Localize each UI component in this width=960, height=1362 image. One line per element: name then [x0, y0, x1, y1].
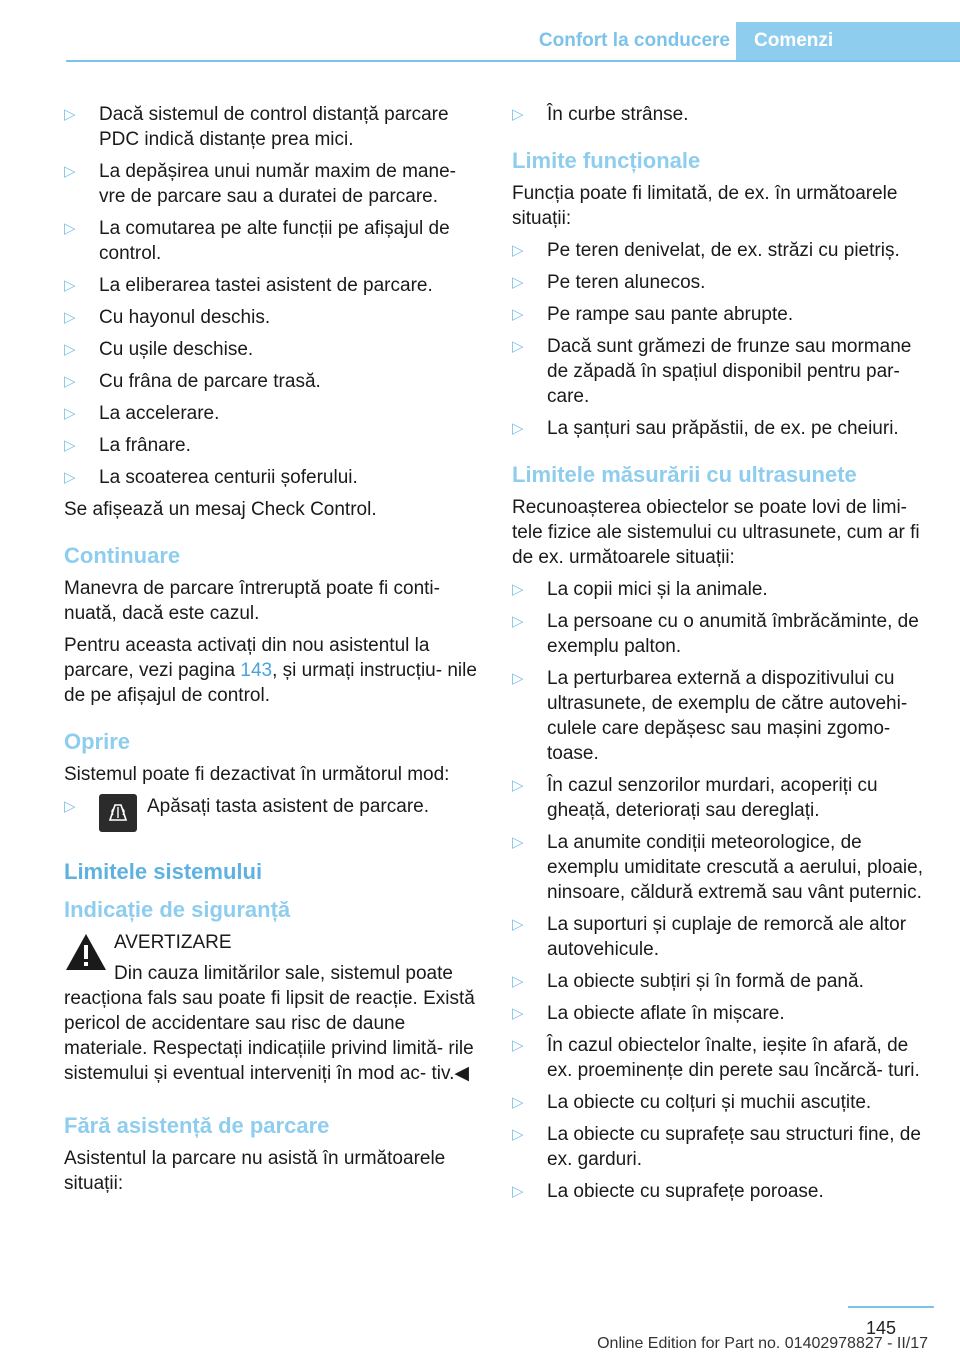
- list-item-text: La șanțuri sau prăpăstii, de ex. pe cheiuri.: [547, 418, 899, 439]
- bullet-marker: ▷: [64, 163, 76, 180]
- oprire-button-row: [64, 794, 480, 832]
- bullet-marker: ▷: [512, 306, 524, 323]
- bullet-marker: ▷: [512, 973, 524, 990]
- bullet-marker: ▷: [64, 373, 76, 390]
- list-item-text: La obiecte subțiri și în formă de pană.: [547, 971, 864, 992]
- list-item: [512, 666, 928, 766]
- continuare-text-a: Pentru aceasta activați din nou asistentul la parcare, vezi pagina: [64, 635, 430, 681]
- list-item-text: La persoane cu o anumită îmbrăcăminte, de exemplu palton.: [547, 611, 919, 657]
- limite-functionale-list: [512, 238, 928, 441]
- bullet-marker: ▷: [64, 405, 76, 422]
- list-item-text: La obiecte cu suprafețe sau structuri fine, de ex. garduri.: [547, 1124, 921, 1170]
- warning-title: AVERTIZARE: [114, 932, 232, 953]
- list-item: [64, 159, 480, 209]
- list-item-text: La accelerare.: [99, 403, 220, 424]
- heading-continuare: Continuare: [64, 543, 181, 568]
- page-link-143[interactable]: 143: [240, 660, 273, 681]
- continuare-paragraph-2: [64, 633, 480, 708]
- list-item: [64, 102, 480, 152]
- bullet-marker: ▷: [512, 1037, 524, 1054]
- bullet-marker: ▷: [64, 341, 76, 358]
- list-item: [512, 609, 928, 659]
- left-bullet-list: [64, 102, 480, 490]
- list-item: [64, 401, 480, 426]
- header-section-title: Confort la conducere: [538, 30, 730, 51]
- list-item-text: La anumite condiții meteorologice, de exemplu umiditate crescută a aerului, ploaie, ninsoare, căldură extremă sau vânt puternic.: [547, 832, 923, 903]
- list-item: [512, 238, 928, 263]
- bullet-marker: ▷: [64, 469, 76, 486]
- bullet-marker: ▷: [512, 242, 524, 259]
- list-item: [512, 830, 928, 905]
- bullet-marker: ▷: [512, 916, 524, 933]
- warning-triangle-icon: [64, 932, 108, 979]
- bullet-marker: ▷: [512, 106, 524, 123]
- bullet-marker: ▷: [512, 274, 524, 291]
- warning-block: [64, 930, 480, 1086]
- list-item-text: În cazul obiectelor înalte, ieșite în afară, de ex. proeminențe din perete sau încărcă‐ turi.: [547, 1035, 920, 1081]
- heading-limitele-sistemului: Limitele sistemului: [64, 859, 263, 884]
- bullet-marker: ▷: [512, 777, 524, 794]
- bullet-marker: ▷: [64, 106, 76, 123]
- list-item-text: Pe teren alunecos.: [547, 272, 706, 293]
- list-item-text: Dacă sunt grămezi de frunze sau mormane de zăpadă în spațiul disponibil pentru par‐ care.: [547, 336, 912, 407]
- bullet-marker: ▷: [512, 1094, 524, 1111]
- list-item: [64, 305, 480, 330]
- list-item-text: La frânare.: [99, 435, 191, 456]
- list-item-text: În curbe strânse.: [547, 104, 689, 125]
- page-number: 145: [865, 1318, 896, 1338]
- bullet-marker: ▷: [64, 220, 76, 237]
- bullet-marker: ▷: [64, 437, 76, 454]
- bullet-marker: ▷: [512, 1005, 524, 1022]
- bullet-marker: ▷: [512, 670, 524, 687]
- parking-assistant-button-icon: [99, 794, 137, 832]
- list-item: [512, 1090, 928, 1115]
- list-item: [512, 270, 928, 295]
- header-chapter-tab: Comenzi: [736, 22, 960, 62]
- list-item-text: Cu ușile deschise.: [99, 339, 254, 360]
- footer-divider: [848, 1306, 934, 1308]
- list-item: [64, 433, 480, 458]
- list-item-text: La suporturi și cuplaje de remorcă ale altor autovehicule.: [547, 914, 907, 960]
- list-item: [512, 416, 928, 441]
- bullet-marker: ▷: [512, 613, 524, 630]
- list-item: [512, 1001, 928, 1026]
- limite-functionale-paragraph: Funcția poate fi limitată, de ex. în următoarele situații:: [512, 183, 898, 229]
- list-item-text: La depășirea unui număr maxim de mane‐ vre de parcare sau a duratei de parcare.: [99, 161, 456, 207]
- left-column: [64, 102, 480, 1203]
- list-item-text: Pe rampe sau pante abrupte.: [547, 304, 794, 325]
- bullet-marker: ▷: [64, 309, 76, 326]
- list-item-text: La obiecte cu suprafețe poroase.: [547, 1181, 824, 1202]
- list-item: [512, 1122, 928, 1172]
- list-item: [64, 465, 480, 490]
- list-item-text: La perturbarea externă a dispozitivului cu ultrasunete, de exemplu de către autovehi‐ culele care depășesc sau mașini zgomo‐ toase.: [547, 668, 908, 764]
- continuare-paragraph-1: Manevra de parcare întreruptă poate fi conti‐ nuată, dacă este cazul.: [64, 578, 440, 624]
- list-item: [512, 577, 928, 602]
- bullet-marker: ▷: [64, 798, 76, 815]
- list-item: [64, 273, 480, 298]
- warning-body-text: Din cauza limitărilor sale, sistemul poate reacționa fals sau poate fi lipsit de reacție. Există pericol de accidentare sau risc de daune materiale. Respectați indicațiile privind limită‐ rile sistemului și eventual interveniți în mod ac‐ tiv.◀: [64, 963, 475, 1084]
- list-item: [64, 337, 480, 362]
- list-item-text: La obiecte aflate în mișcare.: [547, 1003, 785, 1024]
- bullet-marker: ▷: [512, 338, 524, 355]
- heading-oprire: Oprire: [64, 729, 131, 754]
- check-control-text: Se afișează un mesaj Check Control.: [64, 499, 377, 520]
- list-item: [512, 773, 928, 823]
- list-item-text: La comutarea pe alte funcții pe afișajul de control.: [99, 218, 450, 264]
- oprire-button-text: Apăsați tasta asistent de parcare.: [147, 796, 429, 817]
- fara-paragraph: Asistentul la parcare nu asistă în următoarele situații:: [64, 1148, 446, 1194]
- heading-fara-asistenta: Fără asistență de parcare: [64, 1113, 330, 1138]
- continuare-text-b: , și urmați instrucțiu‐ nile de pe afișajul de control.: [64, 660, 477, 706]
- list-item: [512, 334, 928, 409]
- heading-indicatie: Indicație de siguranță: [64, 897, 291, 922]
- list-item: [512, 912, 928, 962]
- list-item: [512, 302, 928, 327]
- bullet-marker: ▷: [512, 1183, 524, 1200]
- list-item: [512, 102, 928, 127]
- bullet-marker: ▷: [512, 834, 524, 851]
- list-item: [512, 1033, 928, 1083]
- list-item: [64, 369, 480, 394]
- list-item-text: Cu frâna de parcare trasă.: [99, 371, 321, 392]
- right-column: [512, 102, 928, 1211]
- heading-ultrasunete: Limitele măsurării cu ultrasunete: [512, 462, 857, 487]
- footer-edition: Online Edition for Part no. 01402978827 - II/17: [597, 1335, 928, 1352]
- oprire-paragraph: Sistemul poate fi dezactivat în următorul mod:: [64, 764, 450, 785]
- list-item: [512, 969, 928, 994]
- header-divider: [66, 60, 960, 62]
- bullet-marker: ▷: [512, 1126, 524, 1143]
- ultrasunete-list: [512, 577, 928, 1204]
- list-item-text: Pe teren denivelat, de ex. străzi cu pietriș.: [547, 240, 900, 261]
- heading-limite-functionale: Limite funcționale: [512, 148, 701, 173]
- list-item: [64, 216, 480, 266]
- bullet-marker: ▷: [512, 420, 524, 437]
- bullet-marker: ▷: [64, 277, 76, 294]
- list-item-text: La obiecte cu colțuri și muchii ascuțite.: [547, 1092, 872, 1113]
- bullet-marker: ▷: [512, 581, 524, 598]
- ultrasunete-paragraph: Recunoașterea obiectelor se poate lovi de limi‐ tele fizice ale sistemului cu ultrasunete, cum ar fi de ex. următoarele situații:: [512, 497, 920, 568]
- list-item-text: Dacă sistemul de control distanță parcare PDC indică distanțe prea mici.: [99, 104, 449, 150]
- list-item-text: În cazul senzorilor murdari, acoperiți cu gheață, deteriorați sau dereglați.: [547, 775, 878, 821]
- warning-body: [64, 961, 480, 1086]
- list-item-text: La eliberarea tastei asistent de parcare.: [99, 275, 433, 296]
- list-item: [512, 1179, 928, 1204]
- list-item-text: Cu hayonul deschis.: [99, 307, 271, 328]
- list-item-text: La scoaterea centurii șoferului.: [99, 467, 358, 488]
- list-item-text: La copii mici și la animale.: [547, 579, 768, 600]
